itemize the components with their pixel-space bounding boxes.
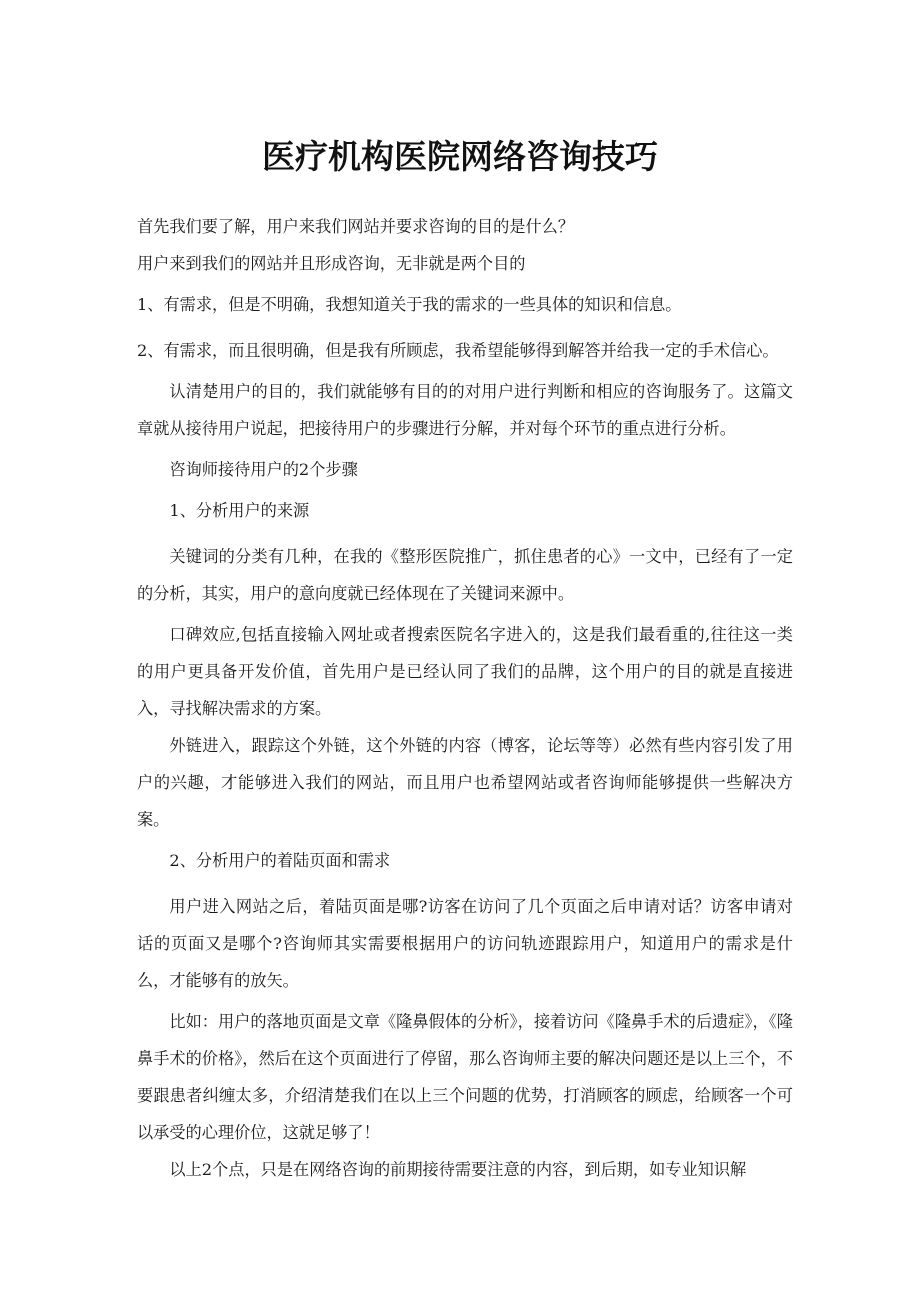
paragraph-closing: 以上2个点，只是在网络咨询的前期接待需要注意的内容，到后期，如专业知识解	[169, 1160, 747, 1179]
paragraph-two-purposes: 用户来到我们的网站并且形成咨询，无非就是两个目的	[137, 254, 526, 273]
paragraph-summary: 认清楚用户的目的，我们就能够有目的的对用户进行判断和相应的咨询服务了。这篇文章就从接待用户说起，把接待用户的步骤进行分解，并对每个环节的重点进行分析。	[137, 382, 793, 438]
paragraph-purpose-2: 2、有需求，而且很明确，但是我有所顾虑，我希望能够得到解答并给我一定的手术信心。	[137, 341, 779, 360]
paragraph-landing-analysis: 用户进入网站之后，着陆页面是哪?访客在访问了几个页面之后申请对话？访客申请对话的页面又是哪个?咨询师其实需要根据用户的访问轨迹跟踪用户，知道用户的需求是什么，才能够有的放矢。	[137, 897, 793, 990]
paragraph-external-links: 外链进入，跟踪这个外链，这个外链的内容（博客，论坛等等）必然有些内容引发了用户的兴趣，才能够进入我们的网站，而且用户也希望网站或者咨询师能够提供一些解决方案。	[137, 736, 793, 829]
document-title: 医疗机构医院网络咨询技巧	[262, 137, 658, 177]
paragraph-intro-question: 首先我们要了解，用户来我们网站并要求咨询的目的是什么？	[137, 217, 575, 236]
document-body	[137, 208, 793, 1188]
paragraph-purpose-1: 1、有需求，但是不明确，我想知道关于我的需求的一些具体的知识和信息。	[137, 295, 682, 314]
paragraph-word-of-mouth: 口碑效应,包括直接输入网址或者搜索医院名字进入的，这是我们最看重的,往往这一类的用户更具备开发价值，首先用户是已经认同了我们的品牌，这个用户的目的就是直接进入，寻找解决需求的方案。	[137, 625, 793, 718]
paragraph-keywords: 关键词的分类有几种，在我的《整形医院推广，抓住患者的心》一文中，已经有了一定的分析，其实，用户的意向度就已经体现在了关键词来源中。	[137, 547, 793, 603]
subheading-analyze-source: 1、分析用户的来源	[169, 501, 310, 520]
section-heading-steps: 咨询师接待用户的2个步骤	[169, 460, 358, 479]
paragraph-example: 比如：用户的落地页面是文章《隆鼻假体的分析》，接着访问《隆鼻手术的后遗症》，《隆鼻手术的价格》，然后在这个页面进行了停留，那么咨询师主要的解决问题还是以上三个，不要跟患者纠缠太多，介绍清楚我们在以上三个问题的优势，打消顾客的顾虑，给顾客一个可以承受的心理价位，这就足够了！	[137, 1012, 793, 1142]
subheading-landing-page: 2、分析用户的着陆页面和需求	[169, 851, 391, 870]
